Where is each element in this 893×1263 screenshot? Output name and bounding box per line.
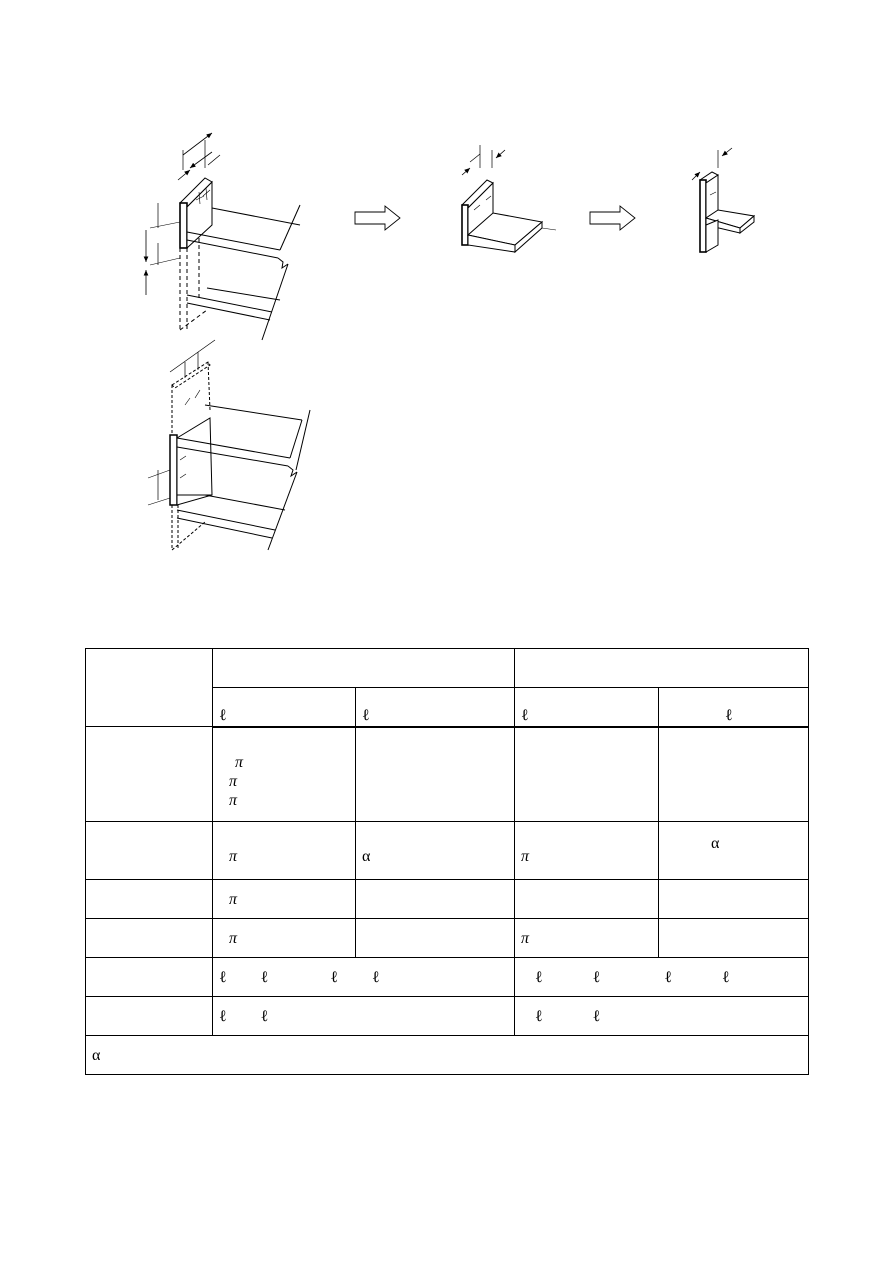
table-cell: π — [213, 880, 356, 919]
table-cell — [659, 919, 809, 958]
footnote-row — [86, 1036, 809, 1075]
subheader-cell: ℓ — [356, 688, 515, 727]
table-cell: π — [213, 822, 356, 880]
table-cell — [356, 880, 515, 919]
table-cell — [515, 880, 659, 919]
table-cell: α — [659, 822, 809, 880]
subheader-cell: ℓ — [213, 688, 356, 727]
table-cell — [515, 727, 659, 822]
table-cell: ℓ ℓ — [213, 997, 515, 1036]
row-label-cell — [86, 958, 213, 997]
subheader-cell: ℓ — [515, 688, 659, 727]
table-cell — [356, 727, 515, 822]
table-cell: ℓ ℓ ℓ ℓ — [515, 958, 809, 997]
table-cell — [659, 727, 809, 822]
subheader-cell: ℓ — [659, 688, 809, 727]
transform-arrow-2 — [590, 206, 635, 230]
header-group-right — [515, 649, 809, 688]
header-corner-cell — [86, 649, 213, 727]
table-cell: π π π — [213, 727, 356, 822]
table-cell: π — [213, 919, 356, 958]
table-row — [86, 727, 809, 822]
spec-table — [85, 648, 809, 1075]
row-label-cell — [86, 997, 213, 1036]
table-cell: π — [515, 919, 659, 958]
drawing-t-section — [692, 148, 754, 252]
drawing-stiffener-bottom — [148, 340, 310, 550]
footnote-cell: α — [86, 1036, 809, 1075]
table-row — [86, 997, 809, 1036]
drawing-l-section — [462, 145, 556, 252]
row-label-cell — [86, 822, 213, 880]
transform-arrow-1 — [355, 206, 400, 230]
row-label-cell — [86, 727, 213, 822]
table-row — [86, 919, 809, 958]
table-cell — [356, 919, 515, 958]
header-group-left — [213, 649, 515, 688]
table-row — [86, 958, 809, 997]
row-label-cell — [86, 880, 213, 919]
table-cell: π — [515, 822, 659, 880]
row-label-cell — [86, 919, 213, 958]
table-row — [86, 822, 809, 880]
table-cell — [659, 880, 809, 919]
table-row — [86, 880, 809, 919]
drawing-stiffener-top — [146, 133, 300, 340]
table-cell: ℓ ℓ ℓ ℓ — [213, 958, 515, 997]
header-row-1 — [86, 649, 809, 688]
table-cell: ℓ ℓ — [515, 997, 809, 1036]
table-cell: α — [356, 822, 515, 880]
